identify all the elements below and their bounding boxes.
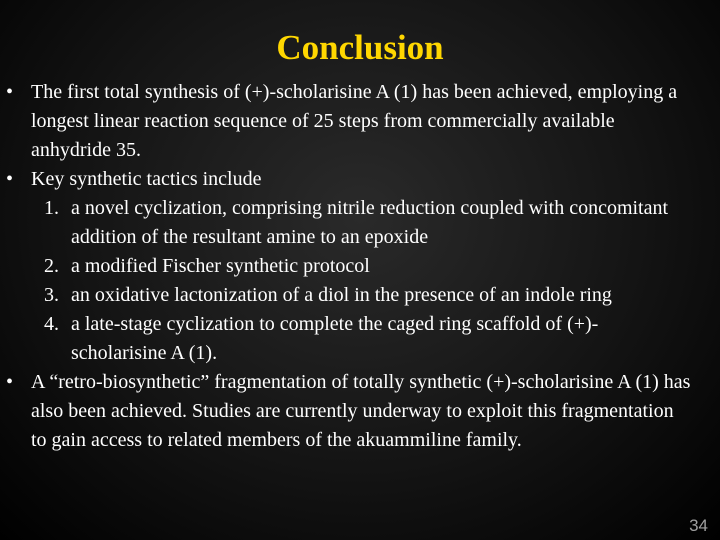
slide-title: Conclusion	[276, 28, 444, 67]
item-text: a novel cyclization, comprising nitrile reduction coupled with concomitant addition of the resultant amine to an epoxide	[71, 197, 669, 248]
item-text: a late-stage cyclization to complete the caged ring scaffold of (+)-scholarisine A (1).	[71, 313, 599, 364]
item-text: an oxidative lactonization of a diol in the presence of an indole ring	[71, 284, 612, 306]
bullet-item	[0, 165, 720, 194]
item-number: 4.	[44, 313, 59, 335]
bullet-text: The first total synthesis of (+)-scholarisine A (1) has been achieved, employing a longest linear reaction sequence of 25 steps from commercially available anhydride 35.	[31, 81, 678, 161]
numbered-item	[0, 281, 720, 310]
item-text: a modified Fischer synthetic protocol	[71, 255, 370, 277]
item-number: 2.	[44, 255, 59, 277]
page-number: 34	[689, 516, 708, 535]
bullet-text: Key synthetic tactics include	[31, 168, 262, 190]
numbered-item	[0, 194, 720, 252]
item-number: 1.	[44, 197, 59, 219]
bullet-marker: •	[6, 81, 14, 103]
bullet-text: A “retro-biosynthetic” fragmentation of totally synthetic (+)-scholarisine A (1) has also been achieved. Studies are currently underway to exploit this fragmentation to gain access to related members of the akuammiline family.	[31, 371, 691, 451]
numbered-item	[0, 310, 720, 368]
item-number: 3.	[44, 284, 59, 306]
bullet-item	[0, 78, 720, 165]
slide-content	[0, 78, 720, 455]
bullet-marker: •	[6, 168, 14, 190]
numbered-item	[0, 252, 720, 281]
bullet-marker: •	[6, 371, 14, 393]
bullet-item	[0, 368, 720, 455]
